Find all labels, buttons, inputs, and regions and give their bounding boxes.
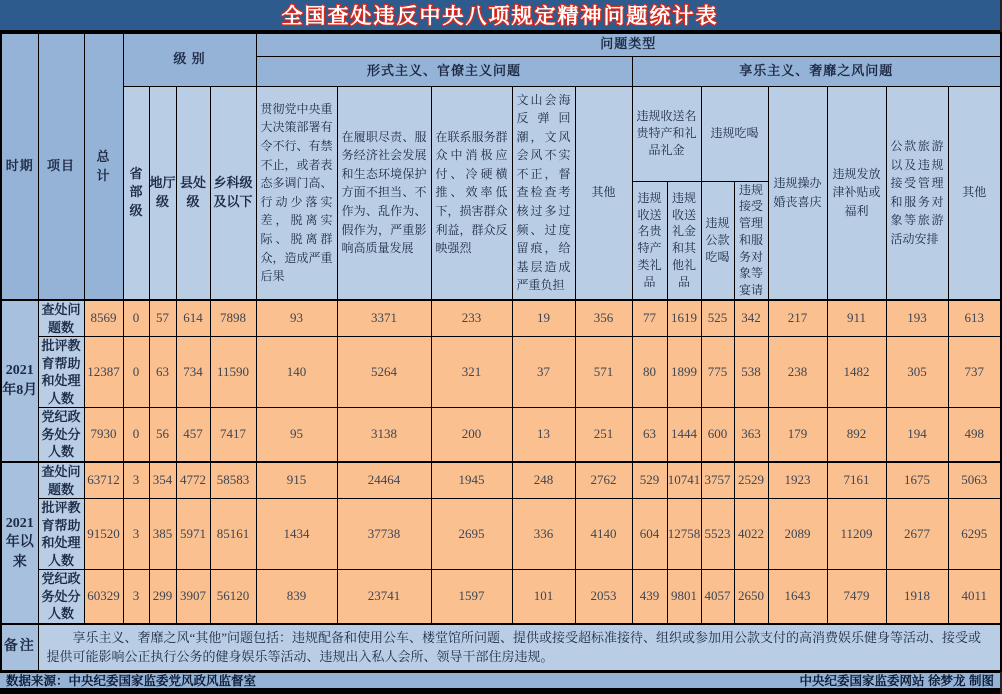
page-title: 全国查处违反中央八项规定精神问题统计表: [281, 5, 719, 28]
header-formalism-other: 其他: [575, 86, 632, 300]
value-cell: 2529: [734, 462, 768, 499]
value-cell: 194: [886, 408, 948, 462]
value-cell: 4011: [948, 570, 1001, 624]
value-cell: 24464: [337, 462, 431, 499]
header-level-group: 级 别: [123, 33, 256, 86]
footer-bar: [0, 672, 1000, 694]
value-cell: 1923: [768, 462, 827, 499]
value-cell: 892: [827, 408, 886, 462]
value-cell: 101: [512, 570, 575, 624]
value-cell: 1597: [431, 570, 512, 624]
value-cell: 4140: [575, 499, 632, 570]
value-cell: 19: [512, 300, 575, 337]
value-cell: 3: [123, 570, 149, 624]
value-cell: 2677: [886, 499, 948, 570]
value-cell: 1482: [827, 337, 886, 408]
value-cell: 193: [886, 300, 948, 337]
value-cell: 321: [431, 337, 512, 408]
value-cell: 538: [734, 337, 768, 408]
header-level-county: 县处级: [176, 86, 210, 300]
value-cell: 385: [149, 499, 176, 570]
value-cell: 5523: [701, 499, 734, 570]
value-cell: 3: [123, 499, 149, 570]
value-cell: 77: [632, 300, 667, 337]
value-cell: 12387: [84, 337, 123, 408]
row-label: 查处问题数: [38, 462, 84, 499]
value-cell: 604: [632, 499, 667, 570]
value-cell: 37738: [337, 499, 431, 570]
value-cell: 4057: [701, 570, 734, 624]
value-cell: 179: [768, 408, 827, 462]
value-cell: 4772: [176, 462, 210, 499]
header-level-township: 乡科级及以下: [210, 86, 256, 300]
value-cell: 80: [632, 337, 667, 408]
header-formalism-col-3: 在联系服务群众中消极应付、冷硬横推、效率低下，损害群众利益，群众反映强烈: [431, 86, 512, 300]
value-cell: 13: [512, 408, 575, 462]
value-cell: 1643: [768, 570, 827, 624]
header-level-prefecture: 地厅级: [149, 86, 176, 300]
value-cell: 238: [768, 337, 827, 408]
value-cell: 3757: [701, 462, 734, 499]
value-cell: 2762: [575, 462, 632, 499]
value-cell: 200: [431, 408, 512, 462]
value-cell: 1434: [256, 499, 337, 570]
value-cell: 3907: [176, 570, 210, 624]
value-cell: 839: [256, 570, 337, 624]
header-level-provincial: 省部级: [123, 86, 149, 300]
value-cell: 354: [149, 462, 176, 499]
value-cell: 305: [886, 337, 948, 408]
value-cell: 613: [948, 300, 1001, 337]
value-cell: 11209: [827, 499, 886, 570]
value-cell: 3371: [337, 300, 431, 337]
header-formalism-col-4: 文山会海反弹回潮，文风会风不实不正，督查检查考核过多过频、过度留痕，给基层造成严重负担: [512, 86, 575, 300]
value-cell: 85161: [210, 499, 256, 570]
header-period: 时期: [1, 33, 38, 300]
value-cell: 7898: [210, 300, 256, 337]
value-cell: 498: [948, 408, 1001, 462]
credit: 中央纪委国家监委网站 徐梦龙 制图: [799, 674, 994, 689]
value-cell: 251: [575, 408, 632, 462]
value-cell: 23741: [337, 570, 431, 624]
value-cell: 775: [701, 337, 734, 408]
value-cell: 7930: [84, 408, 123, 462]
row-label: 批评教育帮助和处理人数: [38, 499, 84, 570]
note-label: 备注: [1, 624, 38, 671]
value-cell: 10741: [667, 462, 701, 499]
value-cell: 525: [701, 300, 734, 337]
row-label: 查处问题数: [38, 300, 84, 337]
header-specialty-gifts: 违规收送名贵特产类礼品: [632, 181, 667, 300]
period-label-since-2021: 2021年以来: [1, 462, 38, 624]
value-cell: 363: [734, 408, 768, 462]
value-cell: 63: [632, 408, 667, 462]
header-cash-gifts: 违规收送礼金和其他礼品: [667, 181, 701, 300]
note-text: 享乐主义、奢靡之风“其他”问题包括：违规配备和使用公车、楼堂馆所问题、提供或接受超标准接待、组织或参加用公款支付的高消费娱乐健身等活动、接受或提供可能影响公正执行公务的健身娱乐等活动、违规出入私人会所、领导干部住房违规。: [46, 629, 982, 665]
value-cell: 2695: [431, 499, 512, 570]
header-formalism-col-2: 在履职尽责、服务经济社会发展和生态环境保护方面不担当、不作为、乱作为、假作为，严重影响高质量发展: [337, 86, 431, 300]
header-total-label: 总计: [96, 148, 111, 183]
value-cell: 233: [431, 300, 512, 337]
value-cell: 93: [256, 300, 337, 337]
header-problem-type: 问题类型: [256, 33, 1001, 56]
header-hedonism-group: 享乐主义、奢靡之风问题: [632, 56, 1001, 86]
value-cell: 63712: [84, 462, 123, 499]
value-cell: 12758: [667, 499, 701, 570]
value-cell: 336: [512, 499, 575, 570]
value-cell: 56120: [210, 570, 256, 624]
value-cell: 0: [123, 300, 149, 337]
value-cell: 60329: [84, 570, 123, 624]
value-cell: 1619: [667, 300, 701, 337]
value-cell: 3: [123, 462, 149, 499]
value-cell: 1675: [886, 462, 948, 499]
value-cell: 7479: [827, 570, 886, 624]
value-cell: 91520: [84, 499, 123, 570]
value-cell: 7417: [210, 408, 256, 462]
value-cell: 1918: [886, 570, 948, 624]
value-cell: 37: [512, 337, 575, 408]
header-allowances: 违规发放津补贴或福利: [827, 86, 886, 300]
value-cell: 734: [176, 337, 210, 408]
header-formalism-group: 形式主义、官僚主义问题: [256, 56, 632, 86]
value-cell: 299: [149, 570, 176, 624]
value-cell: 2089: [768, 499, 827, 570]
value-cell: 1899: [667, 337, 701, 408]
value-cell: 0: [123, 337, 149, 408]
header-dining-group: 违规吃喝: [701, 86, 768, 181]
row-label: 批评教育帮助和处理人数: [38, 337, 84, 408]
value-cell: 911: [827, 300, 886, 337]
value-cell: 529: [632, 462, 667, 499]
value-cell: 1444: [667, 408, 701, 462]
header-total: [84, 33, 123, 300]
row-label: 党纪政务处分人数: [38, 408, 84, 462]
value-cell: 63: [149, 337, 176, 408]
header-weddings-funerals: 违规操办婚丧喜庆: [768, 86, 827, 300]
value-cell: 457: [176, 408, 210, 462]
value-cell: 4022: [734, 499, 768, 570]
value-cell: 2650: [734, 570, 768, 624]
header-item: 项目: [38, 33, 84, 300]
value-cell: 5063: [948, 462, 1001, 499]
value-cell: 57: [149, 300, 176, 337]
value-cell: 3138: [337, 408, 431, 462]
value-cell: 9801: [667, 570, 701, 624]
value-cell: 439: [632, 570, 667, 624]
value-cell: 217: [768, 300, 827, 337]
value-cell: 58583: [210, 462, 256, 499]
value-cell: 8569: [84, 300, 123, 337]
header-banquets: 违规接受管理和服务对象等宴请: [734, 181, 768, 300]
statistics-table: [0, 32, 1002, 672]
value-cell: 248: [512, 462, 575, 499]
value-cell: 5264: [337, 337, 431, 408]
value-cell: 140: [256, 337, 337, 408]
row-label: 党纪政务处分人数: [38, 570, 84, 624]
header-hedonism-other: 其他: [948, 86, 1001, 300]
value-cell: 356: [575, 300, 632, 337]
header-gifts-group: 违规收送名贵特产和礼品礼金: [632, 86, 701, 181]
value-cell: 5971: [176, 499, 210, 570]
period-label-aug-2021: 2021年8月: [1, 300, 38, 462]
note-cell: [38, 624, 1001, 671]
value-cell: 6295: [948, 499, 1001, 570]
value-cell: 737: [948, 337, 1001, 408]
value-cell: 2053: [575, 570, 632, 624]
value-cell: 56: [149, 408, 176, 462]
value-cell: 600: [701, 408, 734, 462]
value-cell: 1945: [431, 462, 512, 499]
header-formalism-col-1: 贯彻党中央重大决策部署有令不行、有禁不止，或者表态多调门高、行动少落实差，脱离实际、脱离群众，造成严重后果: [256, 86, 337, 300]
value-cell: 95: [256, 408, 337, 462]
data-source: 数据来源：中央纪委国家监委党风政风监督室: [6, 674, 257, 689]
header-public-funded-travel: 公款旅游以及违规接受管理和服务对象等旅游活动安排: [886, 86, 948, 300]
header-public-funds-dining: 违规公款吃喝: [701, 181, 734, 300]
value-cell: 571: [575, 337, 632, 408]
value-cell: 7161: [827, 462, 886, 499]
value-cell: 915: [256, 462, 337, 499]
value-cell: 11590: [210, 337, 256, 408]
value-cell: 0: [123, 408, 149, 462]
value-cell: 342: [734, 300, 768, 337]
title-bar: [0, 0, 1000, 32]
value-cell: 614: [176, 300, 210, 337]
